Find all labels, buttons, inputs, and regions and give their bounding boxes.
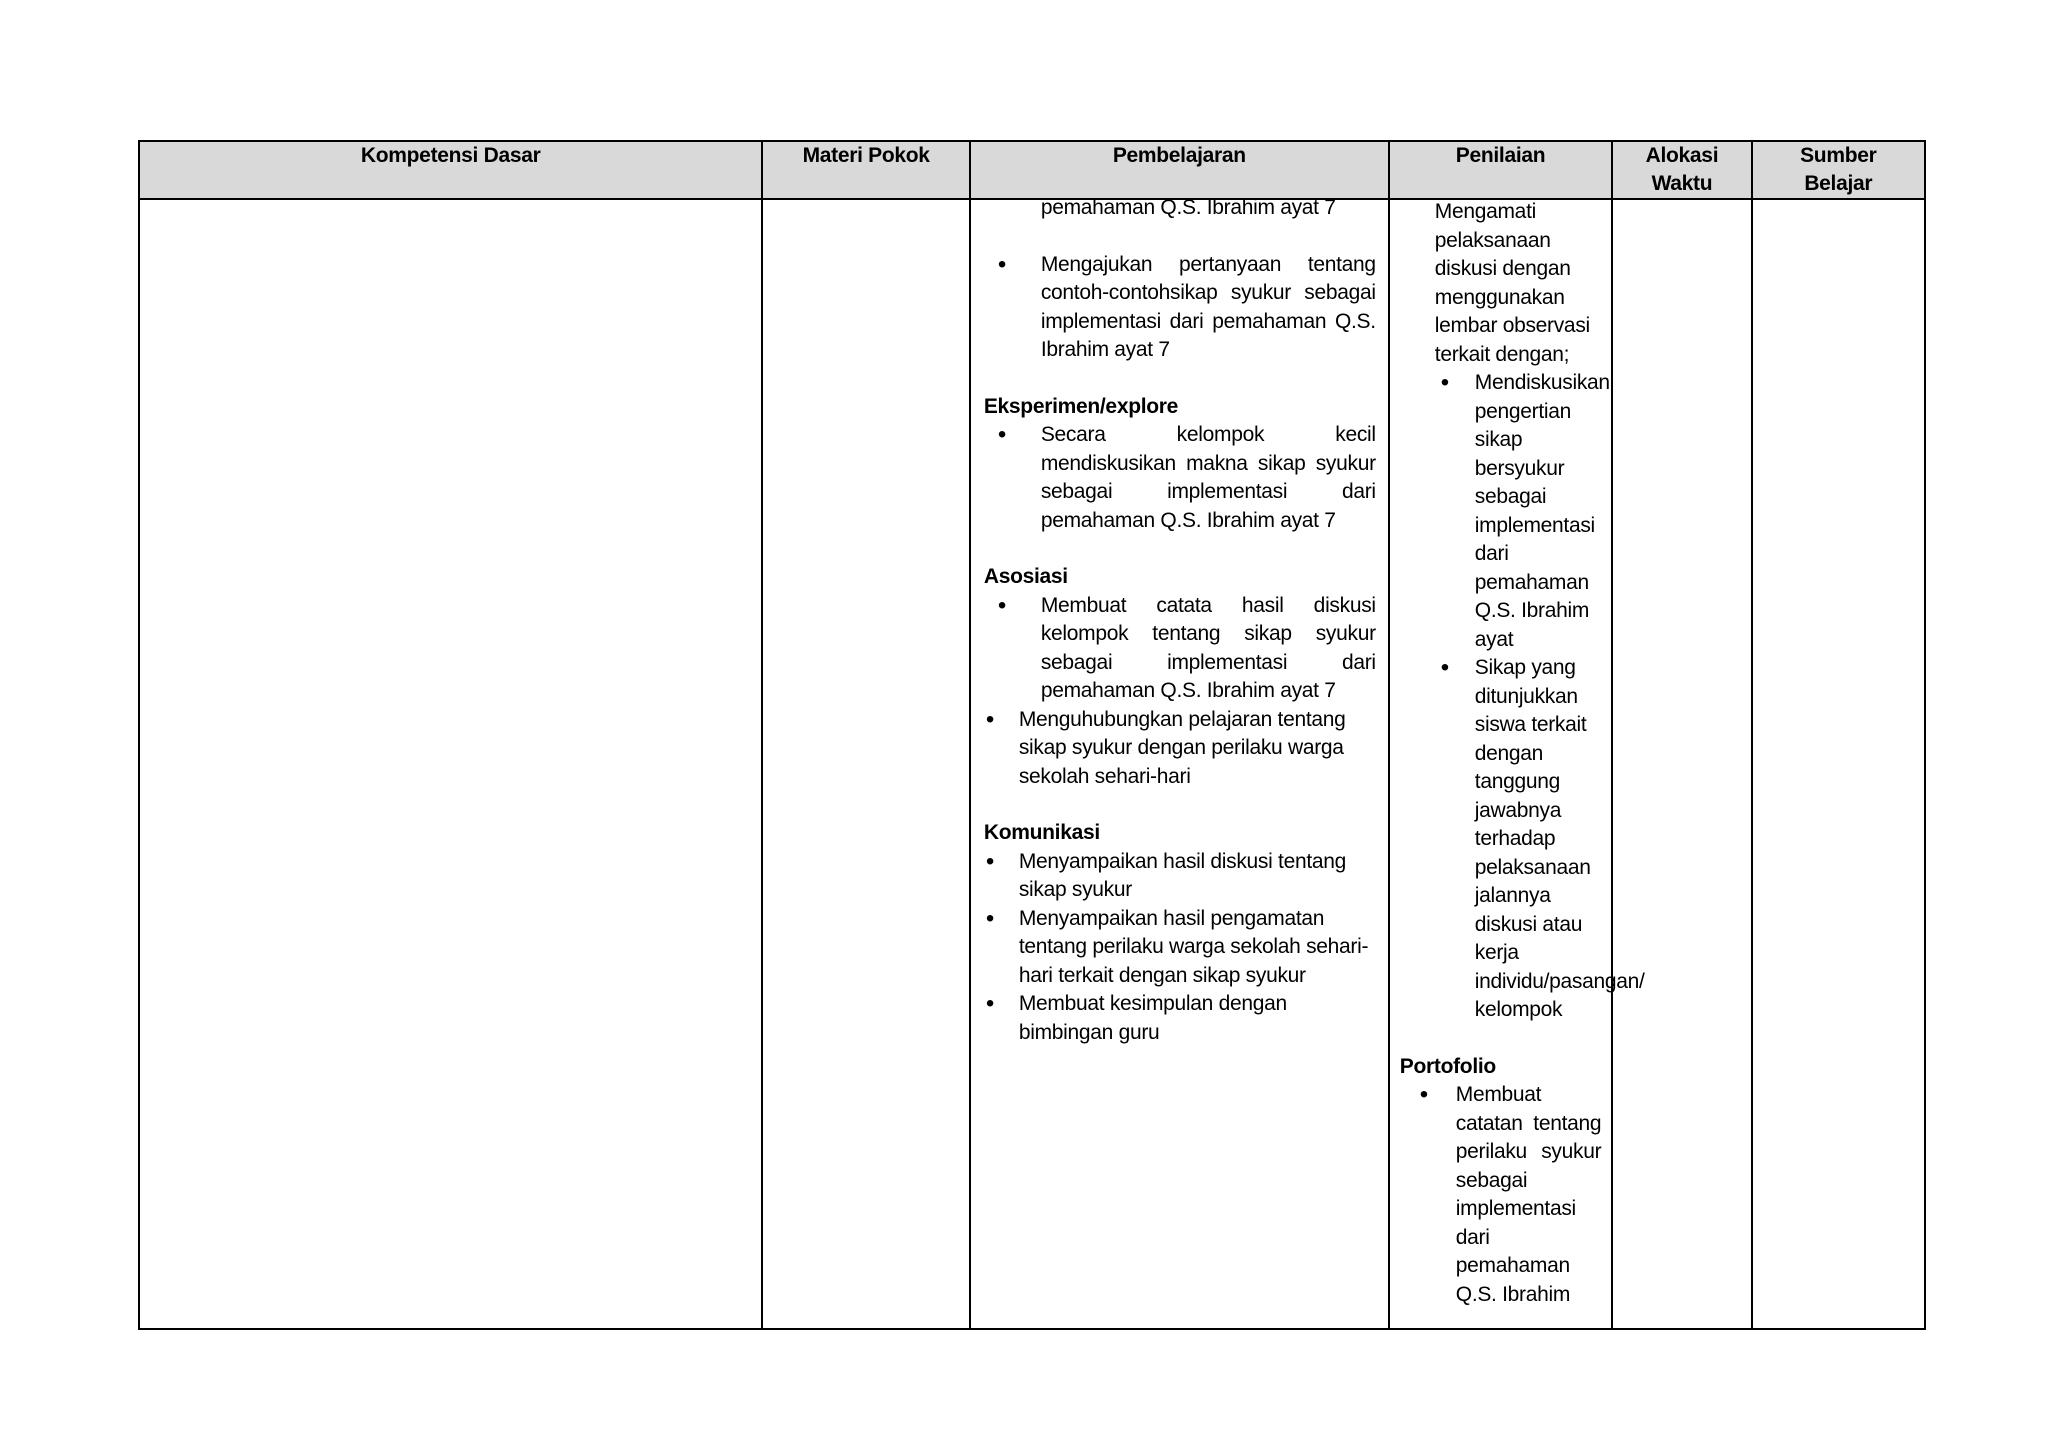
cell-materi-pokok (762, 199, 969, 1329)
header-alokasi-line1: Alokasi (1645, 144, 1719, 167)
asosiasi-list (984, 592, 1376, 706)
cell-kompetensi-dasar (139, 199, 762, 1329)
header-alokasi-waktu (1612, 141, 1751, 199)
table-header-row (139, 141, 1925, 199)
header-sumber-line1: Sumber (1800, 144, 1877, 167)
list-item: • Membuat catata hasil diskusi kelompok tentang sikap syukur sebagai implementasi dari pemahaman Q.S. Ibrahim ayat 7 (1041, 592, 1376, 706)
pembelajaran-continued-line: pemahaman Q.S. Ibrahim ayat 7 (1040, 196, 1336, 219)
list-item: • Mengajukan pertanyaan tentang contoh-contohsikap syukur sebagai implementasi dari pemahaman Q.S. Ibrahim ayat 7 (1041, 251, 1376, 365)
eksperimen-heading: Eksperimen/explore (983, 394, 1179, 418)
cell-penilaian (1389, 199, 1645, 1329)
header-alokasi-line2: Waktu (1651, 172, 1713, 195)
list-item: • Menyampaikan hasil diskusi tentang sikap syukur (1019, 848, 1376, 905)
cell-sumber-belajar (1752, 199, 1925, 1329)
list-item: • Membuat kesimpulan dengan bimbingan guru (1019, 990, 1376, 1047)
penilaian-list (1400, 369, 1645, 1025)
list-item: • Sikap yang ditunjukkan siswa terkait dengan tanggung jawabnya terhadap pelaksanaan jalannya diskusi atau kerja individu/pasangan/ kelompok (1475, 654, 1602, 1025)
asosiasi-heading: Asosiasi (983, 565, 1068, 588)
list-item: • Menyampaikan hasil pengamatan tentang perilaku warga sekolah sehari-hari terkait dengan sikap syukur (1019, 905, 1376, 991)
cell-alokasi-waktu (1612, 199, 1751, 1329)
header-kompetensi-dasar: Kompetensi Dasar (139, 141, 762, 199)
list-item: • Menguhubungkan pelajaran tentang sikap syukur dengan perilaku warga sekolah sehari-hari (1019, 706, 1376, 792)
komunikasi-heading: Komunikasi (983, 821, 1100, 844)
eksperimen-list (984, 421, 1376, 535)
list-item: • Mendiskusikan pengertian sikap bersyukur sebagai implementasi dari pemahaman Q.S. Ibrahim ayat (1475, 369, 1602, 654)
syllabus-table (138, 140, 1926, 1330)
penilaian-intro: Mengamati pelaksanaan diskusi dengan menggunakan lembar observasi terkait dengan; (1434, 200, 1590, 366)
portofolio-heading: Portofolio (1399, 1054, 1496, 1078)
header-sumber-belajar (1752, 141, 1925, 199)
asosiasi-list-2 (984, 706, 1376, 792)
header-pembelajaran: Pembelajaran (970, 141, 1389, 199)
cell-pembelajaran (970, 196, 1389, 1329)
portofolio-list (1400, 1081, 1602, 1309)
table-row (139, 199, 1925, 1329)
pembelajaran-intro-list (984, 251, 1376, 365)
komunikasi-list (984, 848, 1376, 1048)
header-materi-pokok: Materi Pokok (762, 141, 969, 199)
header-sumber-line2: Belajar (1804, 172, 1873, 195)
header-penilaian: Penilaian (1389, 141, 1613, 199)
list-item: • Membuat catatan tentang perilaku syukur sebagai implementasi dari pemahaman Q.S. Ibrahim (1456, 1081, 1602, 1309)
list-item: • Secara kelompok kecil mendiskusikan makna sikap syukur sebagai implementasi dari pemahaman Q.S. Ibrahim ayat 7 (1041, 421, 1376, 535)
